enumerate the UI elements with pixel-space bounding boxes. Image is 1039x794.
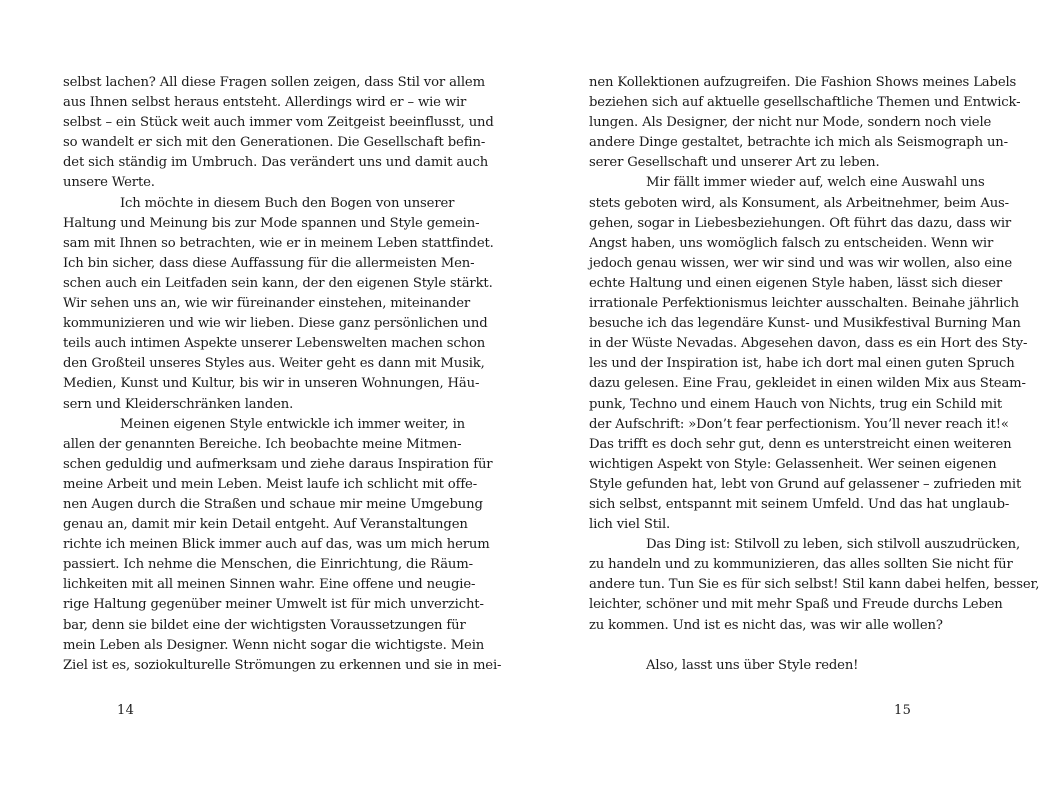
text-line: nen Kollektionen aufzugreifen. Die Fashion Shows meines Labels [589, 75, 1017, 90]
text-line: mein Leben als Designer. Wenn nicht sogar die wichtigste. Mein [63, 637, 485, 653]
text-line: kommunizieren und wie wir lieben. Diese ganz persönlichen und [63, 316, 488, 332]
text-line: Das Ding ist: Stilvoll zu leben, sich stilvoll auszudrücken, [646, 537, 1021, 553]
text-line: lichkeiten mit all meinen Sinnen wahr. Eine offene und neugie- [63, 577, 476, 593]
text-line: dazu gelesen. Eine Frau, gekleidet in einen wilden Mix aus Steam- [589, 376, 1026, 392]
text-line: jedoch genau wissen, wer wir sind und was wir wollen, also eine [589, 255, 1012, 271]
text-line: schen geduldig und aufmerksam und ziehe daraus Inspiration für [63, 456, 493, 472]
text-line: besuche ich das legendäre Kunst- und Musikfestival Burning Man [589, 316, 1021, 332]
text-line: rige Haltung gegenüber meiner Umwelt ist für mich unverzicht- [63, 597, 484, 613]
text-line: leichter, schöner und mit mehr Spaß und Freude durchs Leben [589, 597, 1003, 613]
text-line: genau an, damit mir kein Detail entgeht. Auf Veranstaltungen [63, 517, 468, 533]
text-line: sich selbst, entspannt mit seinem Umfeld. Und das hat unglaub- [589, 496, 1010, 512]
text-line: Das trifft es doch sehr gut, denn es unterstreicht einen weiteren [589, 436, 1012, 452]
text-line: andere Dinge gestaltet, betrachte ich mich als Seismograph un- [589, 135, 1008, 151]
text-line: Ich möchte in diesem Buch den Bogen von unserer [120, 195, 455, 211]
text-line: den Großteil unseres Styles aus. Weiter geht es dann mit Musik, [63, 356, 485, 372]
text-line: aus Ihnen selbst heraus entsteht. Allerdings wird er – wie wir [63, 95, 467, 111]
text-line: les und der Inspiration ist, habe ich dort mal einen guten Spruch [589, 356, 1015, 372]
text-line: nen Augen durch die Straßen und schaue mir meine Umgebung [63, 496, 483, 512]
left-page [0, 0, 510, 794]
right-page [510, 0, 1039, 794]
text-line: punk, Techno und einem Hauch von Nichts, trug ein Schild mit [589, 396, 1003, 412]
text-line: Ziel ist es, soziokulturelle Strömungen zu erkennen und sie in mei- [63, 657, 502, 673]
text-line: sam mit Ihnen so betrachten, wie er in meinem Leben stattfindet. [63, 235, 494, 251]
right-page-text [589, 73, 1039, 676]
text-line: Mir fällt immer wieder auf, welch eine Auswahl uns [646, 175, 985, 191]
text-line: richte ich meinen Blick immer auch auf das, was um mich herum [63, 537, 490, 553]
text-line: Angst haben, uns womöglich falsch zu entscheiden. Wenn wir [589, 235, 994, 251]
text-line: lich viel Stil. [589, 517, 671, 533]
text-line: Wir sehen uns an, wie wir füreinander einstehen, miteinander [63, 296, 471, 312]
text-line: teils auch intimen Aspekte unserer Lebenswelten machen schon [63, 336, 486, 352]
text-line: selbst lachen? All diese Fragen sollen zeigen, dass Stil vor allem [63, 75, 485, 90]
text-line: Ich bin sicher, dass diese Auffassung für die allermeisten Men- [63, 255, 475, 271]
text-line: selbst – ein Stück weit auch immer vom Zeitgeist beeinflusst, und [63, 115, 494, 131]
text-line: wichtigen Aspekt von Style: Gelassenheit. Wer seinen eigenen [589, 456, 997, 472]
text-line: bar, denn sie bildet eine der wichtigsten Voraussetzungen für [63, 617, 466, 633]
text-line: beziehen sich auf aktuelle gesellschaftliche Themen und Entwick- [589, 95, 1021, 111]
text-line: zu kommen. Und ist es nicht das, was wir alle wollen? [589, 617, 943, 633]
text-line: stets geboten wird, als Konsument, als Arbeitnehmer, beim Aus- [589, 195, 1009, 211]
text-line: Also, lasst uns über Style reden! [646, 657, 859, 673]
text-line: in der Wüste Nevadas. Abgesehen davon, dass es ein Hort des Sty- [589, 336, 1028, 352]
text-line: Haltung und Meinung bis zur Mode spannen und Style gemein- [63, 215, 480, 231]
text-line: Medien, Kunst und Kultur, bis wir in unseren Wohnungen, Häu- [63, 376, 480, 392]
text-line [589, 636, 958, 656]
text-line: andere tun. Tun Sie es für sich selbst! Stil kann dabei helfen, besser, [589, 577, 1039, 593]
text-line: sern und Kleiderschränken landen. [63, 396, 294, 412]
text-line: gehen, sogar in Liebesbeziehungen. Oft führt das dazu, dass wir [589, 215, 1012, 231]
text-line: lungen. Als Designer, der nicht nur Mode, sondern noch viele [589, 115, 992, 131]
left-page-number: 14 [117, 703, 135, 718]
text-line: allen der genannten Bereiche. Ich beobachte meine Mitmen- [63, 436, 462, 452]
text-line: serer Gesellschaft und unserer Art zu leben. [589, 155, 880, 171]
text-line: so wandelt er sich mit den Generationen. Die Gesellschaft befin- [63, 135, 486, 151]
text-line: Meinen eigenen Style entwickle ich immer weiter, in [120, 416, 465, 432]
text-line: det sich ständig im Umbruch. Das verändert uns und damit auch [63, 155, 489, 171]
text-line: irrationale Perfektionismus leichter ausschalten. Beinahe jährlich [589, 296, 1019, 312]
text-line: passiert. Ich nehme die Menschen, die Einrichtung, die Räum- [63, 557, 473, 573]
text-line: meine Arbeit und mein Leben. Meist laufe ich schlicht mit offe- [63, 476, 478, 492]
text-line: schen auch ein Leitfaden sein kann, der den eigenen Style stärkt. [63, 275, 493, 291]
text-line: zu handeln und zu kommunizieren, das alles sollten Sie nicht für [589, 557, 1013, 573]
right-page-number: 15 [894, 703, 912, 718]
text-line: der Aufschrift: »Don’t fear perfectionism. You’ll never reach it!« [589, 416, 1009, 432]
left-page-text [63, 73, 502, 676]
text-line: Style gefunden hat, lebt von Grund auf gelassener – zufrieden mit [589, 476, 1022, 492]
text-line: unsere Werte. [63, 175, 155, 191]
text-line: echte Haltung und einen eigenen Style haben, lässt sich dieser [589, 275, 1003, 291]
